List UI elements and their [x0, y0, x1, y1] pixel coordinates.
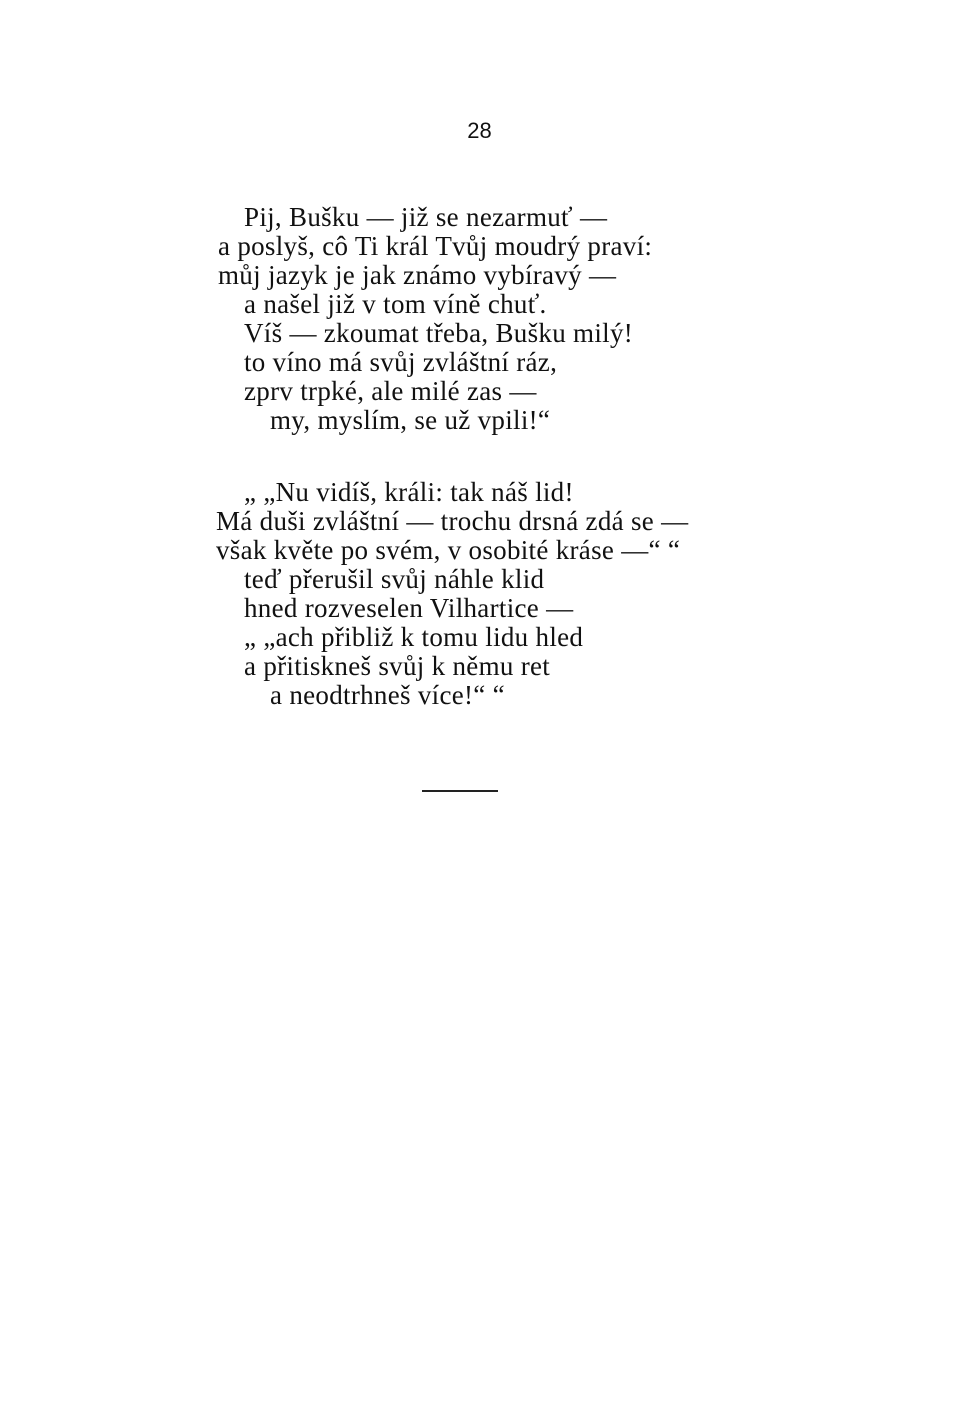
verse-line: my, myslím, se už vpili!“: [270, 405, 551, 435]
verse-line: a našel již v tom víně chuť.: [244, 289, 547, 319]
verse-line: však květe po svém, v osobité kráse —“ “: [216, 535, 681, 565]
verse-line: a poslyš, cô Ti král Tvůj moudrý praví:: [218, 231, 653, 261]
verse-line: Víš — zkoumat třeba, Bušku milý!: [244, 318, 634, 348]
verse-line: teď přerušil svůj náhle klid: [244, 564, 545, 594]
verse-line: a neodtrhneš více!“ “: [270, 680, 505, 710]
verse-line: Pij, Bušku — již se nezarmuť —: [244, 202, 608, 232]
verse-line: „ „ach přibliž k tomu lidu hled: [244, 622, 584, 652]
page-number: 28: [467, 118, 492, 143]
verse-line: to víno má svůj zvláštní ráz,: [244, 347, 558, 377]
verse-line: zprv trpké, ale milé zas —: [244, 376, 537, 406]
verse-line: Má duši zvláštní — trochu drsná zdá se —: [216, 506, 689, 536]
verse-line: „ „Nu vidíš, králi: tak náš lid!: [244, 477, 574, 507]
verse-line: hned rozveselen Vilhartice —: [244, 593, 574, 623]
verse-line: a přitiskneš svůj k němu ret: [244, 651, 551, 681]
section-divider: [422, 790, 498, 792]
verse-line: můj jazyk je jak známo vybíravý —: [218, 260, 617, 290]
